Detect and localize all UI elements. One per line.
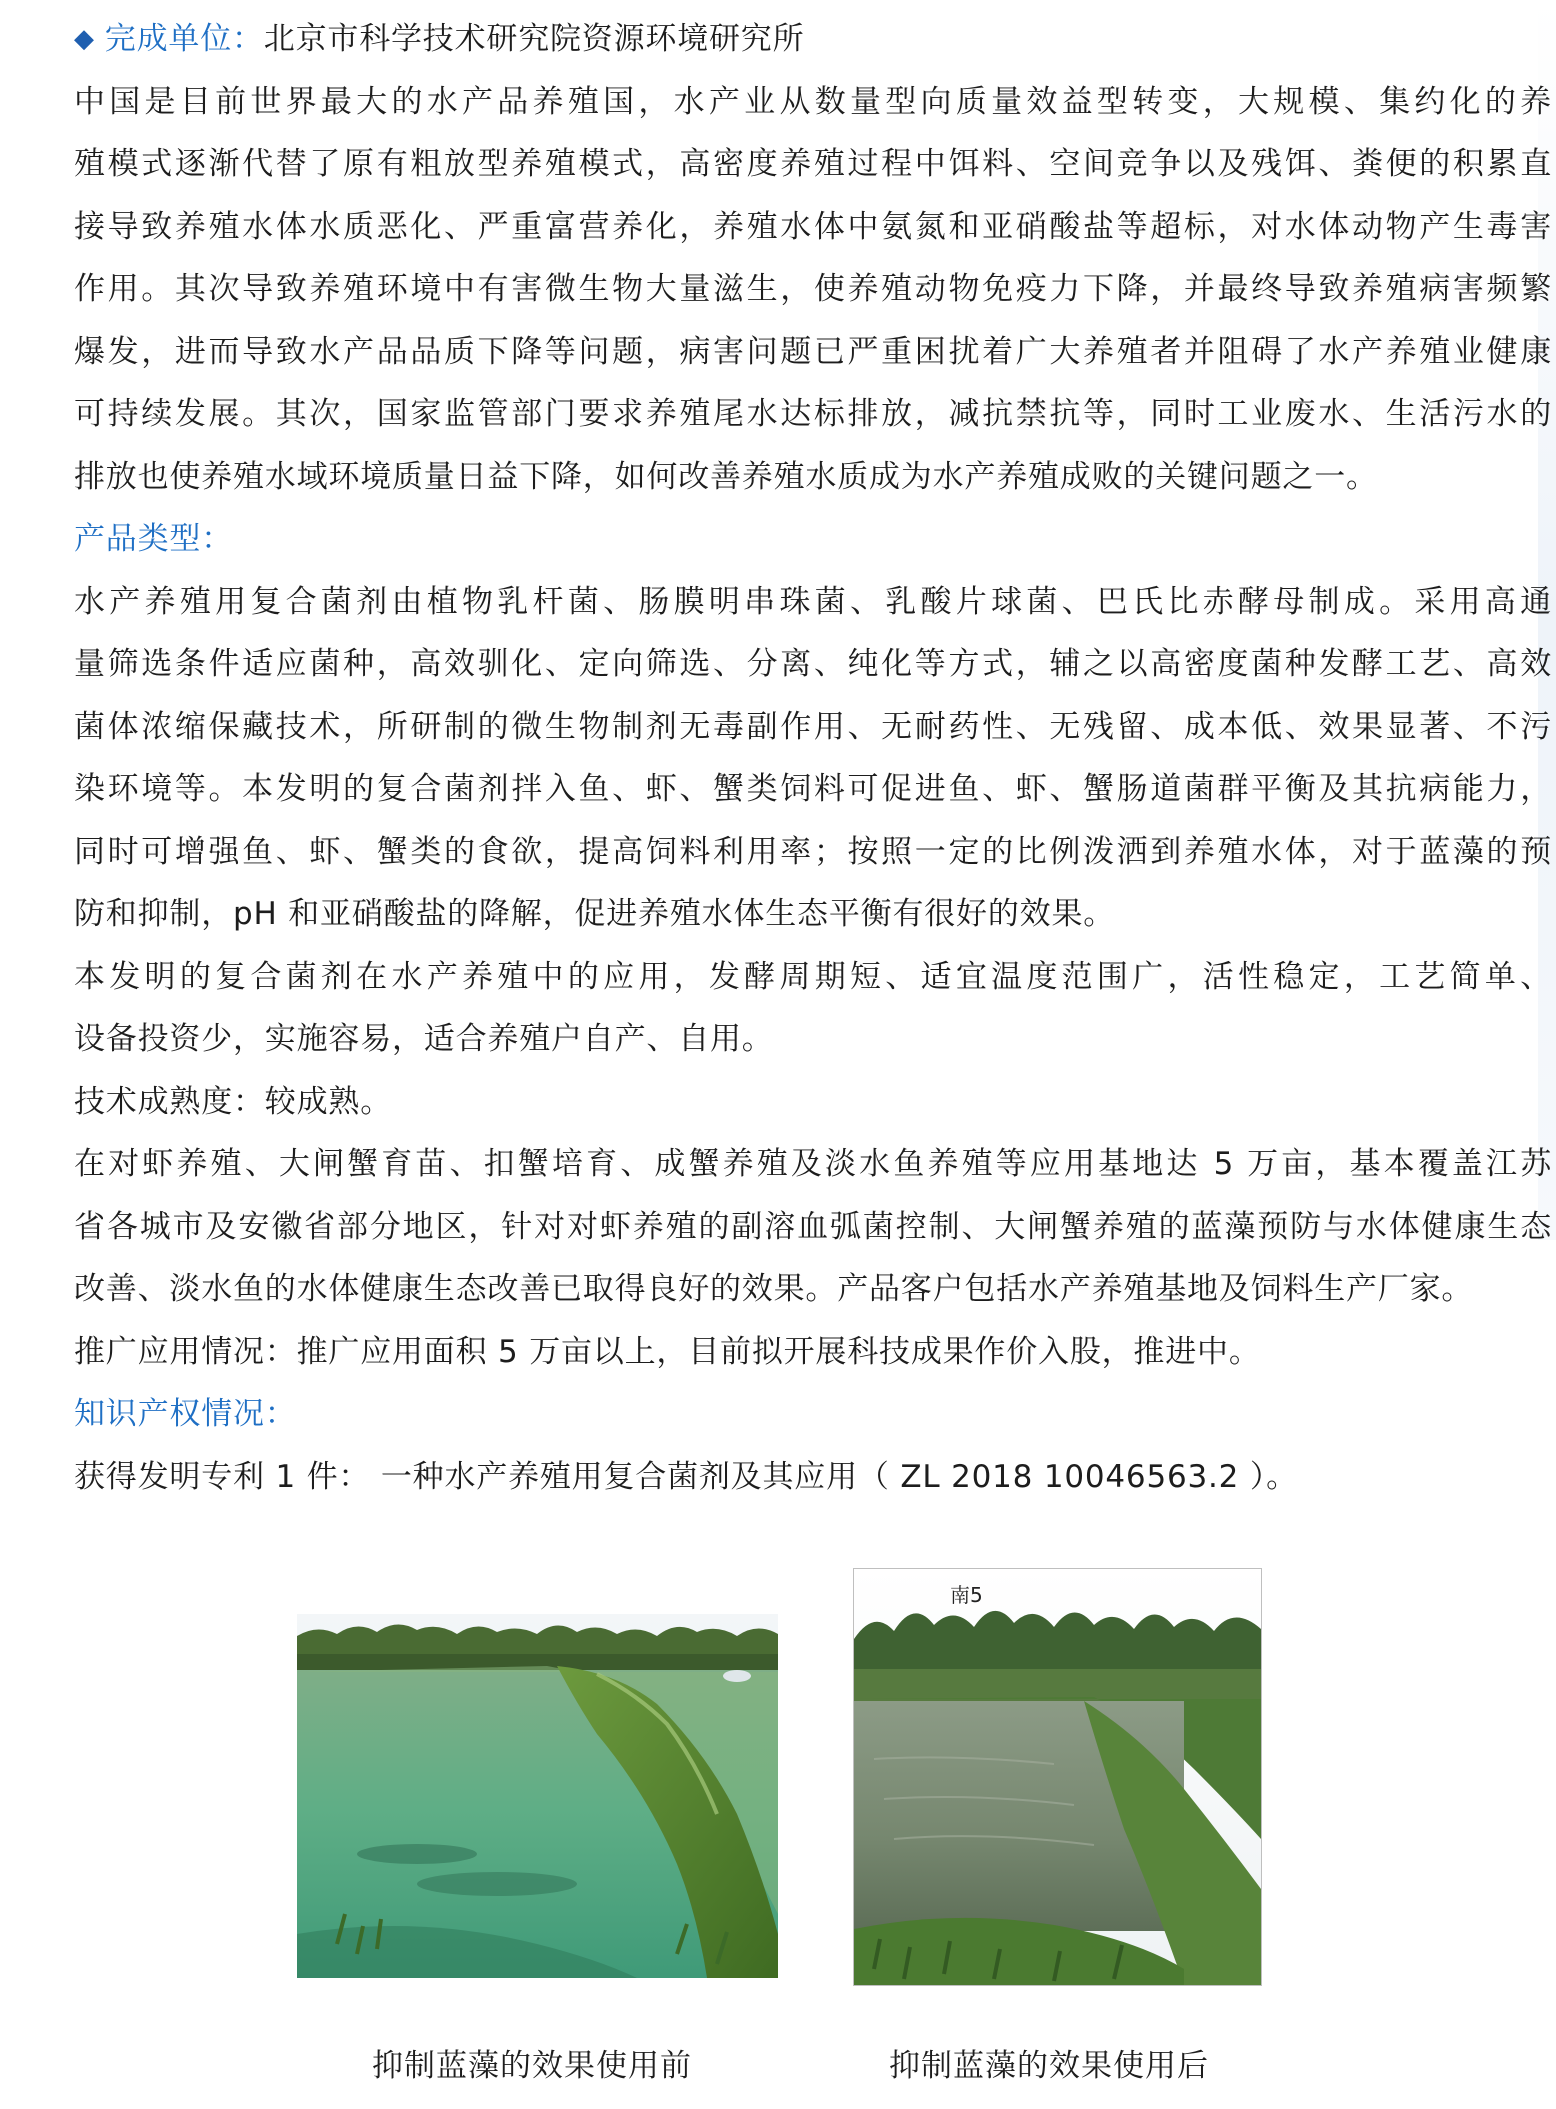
caption-after: 抑制蓝藻的效果使用后 (889, 2048, 1209, 2084)
photo-before-treatment (297, 1614, 778, 1978)
pond-algae-image (297, 1614, 778, 1978)
product-line: 量筛选条件适应菌种，高效驯化、定向筛选、分离、纯化等方式，辅之以高密度菌种发酵工艺、高效 (74, 646, 1552, 682)
base-line: 在对虾养殖、大闸蟹育苗、扣蟹培育、成蟹养殖及淡水鱼养殖等应用基地达 5 万亩，基本覆盖江苏 (74, 1146, 1552, 1182)
photo-after-treatment (853, 1568, 1262, 1986)
promotion-line: 推广应用情况：推广应用面积 5 万亩以上，目前拟开展科技成果作价入股，推进中。 (74, 1333, 1261, 1370)
patent-line: 获得发明专利 1 件： 一种水产养殖用复合菌剂及其应用（ ZL 2018 10046563.2 ）。 (74, 1458, 1298, 1495)
unit-line (74, 8, 1552, 71)
product-line: 菌体浓缩保藏技术，所研制的微生物制剂无毒副作用、无耐药性、无残留、成本低、效果显著、不污 (74, 708, 1552, 745)
intro-line: 作用。其次导致养殖环境中有害微生物大量滋生，使养殖动物免疫力下降，并最终导致养殖病害频繁 (74, 271, 1552, 307)
caption-before: 抑制蓝藻的效果使用前 (372, 2048, 692, 2084)
intro-line: 中国是目前世界最大的水产品养殖国，水产业从数量型向质量效益型转变，大规模、集约化的养 (74, 83, 1552, 120)
product-line: 染环境等。本发明的复合菌剂拌入鱼、虾、蟹类饲料可促进鱼、虾、蟹肠道菌群平衡及其抗病能力， (74, 771, 1552, 807)
intro-line: 接导致养殖水体水质恶化、严重富营养化，养殖水体中氨氮和亚硝酸盐等超标，对水体动物产生毒害 (74, 208, 1552, 245)
product-line: 防和抑制，pH 和亚硝酸盐的降解，促进养殖水体生态平衡有很好的效果。 (74, 896, 1116, 932)
text-content (74, 8, 1552, 1508)
product-heading: 产品类型： (74, 521, 233, 557)
base-line: 改善、淡水鱼的水体健康生态改善已取得良好的效果。产品客户包括水产养殖基地及饲料生产厂家。 (74, 1271, 1474, 1307)
intro-line: 排放也使养殖水域环境质量日益下降，如何改善养殖水质成为水产养殖成败的关键问题之一。 (74, 458, 1378, 495)
product-line: 水产养殖用复合菌剂由植物乳杆菌、肠膜明串珠菌、乳酸片球菌、巴氏比赤酵母制成。采用高通 (74, 583, 1552, 620)
intro-line: 可持续发展。其次，国家监管部门要求养殖尾水达标排放，减抗禁抗等，同时工业废水、生活污水的 (74, 396, 1552, 432)
application-line: 本发明的复合菌剂在水产养殖中的应用，发酵周期短、适宜温度范围广，活性稳定，工艺简单、 (74, 958, 1552, 995)
intro-line: 殖模式逐渐代替了原有粗放型养殖模式，高密度养殖过程中饵料、空间竞争以及残饵、粪便的积累直 (74, 146, 1552, 182)
ip-heading: 知识产权情况： (74, 1396, 297, 1432)
unit-label: 完成单位： (104, 21, 264, 57)
product-line: 同时可增强鱼、虾、蟹类的食欲，提高饲料利用率；按照一定的比例泼洒到养殖水体，对于蓝藻的预 (74, 833, 1552, 870)
pond-clean-image (854, 1569, 1261, 1985)
photo-after-label: 南5 (950, 1583, 983, 1607)
unit-value: 北京市科学技术研究院资源环境研究所 (263, 21, 805, 57)
diamond-bullet-icon: ◆ (74, 24, 95, 54)
maturity-line: 技术成熟度：较成熟。 (74, 1083, 392, 1120)
base-line: 省各城市及安徽省部分地区，针对对虾养殖的副溶血弧菌控制、大闸蟹养殖的蓝藻预防与水体健康生态 (74, 1208, 1552, 1245)
application-line: 设备投资少，实施容易，适合养殖户自产、自用。 (74, 1021, 774, 1057)
intro-line: 爆发，进而导致水产品品质下降等问题，病害问题已严重困扰着广大养殖者并阻碍了水产养殖业健康 (74, 333, 1552, 370)
